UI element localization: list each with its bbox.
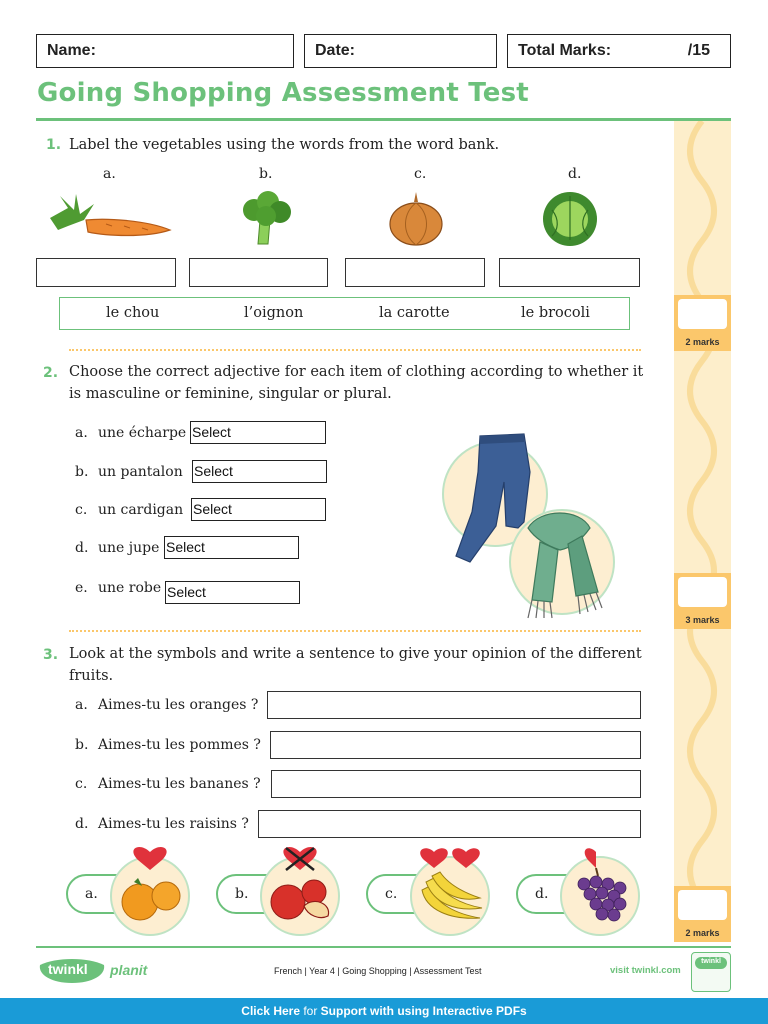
q2-text-line1: Choose the correct adjective for each item of clothing according to whether it (69, 364, 644, 380)
heart-icon (133, 847, 166, 870)
grapes-icon (562, 846, 638, 926)
planit-logo: planit (110, 962, 148, 978)
q2-letter-a: a. (75, 425, 88, 441)
q2-item-label-c: un cardigan (98, 502, 184, 518)
q2-select-d[interactable]: Select (164, 536, 299, 559)
q2-letter-e: e. (75, 580, 88, 596)
q2-letter-c: c. (75, 502, 88, 518)
q1-marks-box (674, 295, 731, 351)
q3-text-line1: Look at the symbols and write a sentence to give your opinion of the different (69, 646, 642, 662)
symbol-letter-b: b. (235, 886, 249, 902)
symbol-letter-c: c. (385, 886, 398, 902)
heart-icon (452, 848, 480, 868)
q3-question-a: Aimes-tu les oranges ? (98, 697, 259, 713)
q3-answer-d-input[interactable] (258, 810, 641, 838)
visit-twinkl-link[interactable]: visit twinkl.com (610, 965, 681, 976)
name-field[interactable] (36, 34, 294, 68)
q1-marks-label: 2 marks (685, 337, 720, 347)
section-divider (69, 349, 641, 351)
q2-text-line2: is masculine or feminine, singular or plural. (69, 386, 392, 402)
heart-icon (420, 848, 448, 868)
q3-answer-a-input[interactable] (267, 691, 641, 719)
date-label: Date: (315, 42, 356, 59)
twinkl-logo-text: twinkl (48, 961, 88, 977)
onion-icon (387, 190, 445, 248)
apples-icon (262, 846, 338, 926)
q2-select-c[interactable]: Select (191, 498, 326, 521)
q1-text: Label the vegetables using the words from the word bank. (69, 137, 500, 153)
q3-number: 3. (43, 647, 59, 663)
interactive-pdf-support-banner[interactable] (0, 998, 768, 1024)
q3-text-line2: fruits. (69, 668, 114, 684)
wave-decoration-icon (674, 121, 731, 942)
q3-marks-label: 2 marks (685, 928, 720, 938)
q2-item-label-d: une jupe (98, 540, 160, 556)
q2-marks-label: 3 marks (685, 615, 720, 625)
word-bank-item: l’oignon (244, 305, 304, 321)
q1-letter-d: d. (568, 166, 582, 182)
q3-letter-a: a. (75, 697, 88, 713)
badge-logo-text: twinkl (701, 958, 721, 965)
bananas-icon (410, 846, 490, 926)
total-marks-field[interactable] (507, 34, 731, 68)
q1-answer-d-input[interactable] (499, 258, 640, 287)
q1-answer-a-input[interactable] (36, 258, 176, 287)
support-click-text[interactable]: Click Here (241, 1004, 300, 1018)
word-bank (59, 297, 630, 330)
q3-marks-box (674, 886, 731, 942)
q3-question-b: Aimes-tu les pommes ? (98, 737, 261, 753)
date-field[interactable] (304, 34, 497, 68)
q3-score-input[interactable] (678, 890, 727, 920)
q2-marks-box (674, 573, 731, 629)
page-title: Going Shopping Assessment Test (37, 78, 529, 108)
broccoli-icon (238, 190, 294, 246)
q2-item-label-a: une écharpe (98, 425, 187, 441)
support-for-text: for (300, 1004, 321, 1018)
q2-item-label-b: un pantalon (98, 464, 183, 480)
support-link-text[interactable]: Support with using Interactive PDFs (320, 1004, 527, 1018)
q2-select-b[interactable]: Select (192, 460, 327, 483)
symbol-letter-d: d. (535, 886, 549, 902)
cabbage-icon (540, 190, 600, 248)
q3-letter-c: c. (75, 776, 88, 792)
carrot-icon (46, 190, 172, 242)
total-marks-value: /15 (687, 42, 710, 59)
q2-item-label-e: une robe (98, 580, 162, 596)
q3-question-c: Aimes-tu les bananes ? (98, 776, 261, 792)
q2-score-input[interactable] (678, 577, 727, 607)
q1-number: 1. (46, 137, 62, 153)
q1-score-input[interactable] (678, 299, 727, 329)
quality-badge (691, 952, 731, 992)
footer-document-info: French | Year 4 | Going Shopping | Assessment Test (274, 966, 482, 976)
footer-divider (36, 946, 731, 948)
total-marks-label: Total Marks: (518, 42, 612, 59)
q2-number: 2. (43, 365, 59, 381)
q1-letter-b: b. (259, 166, 273, 182)
half-heart-icon (585, 848, 596, 868)
section-divider (69, 630, 641, 632)
oranges-icon (112, 846, 188, 926)
q2-letter-b: b. (75, 464, 89, 480)
q1-letter-c: c. (414, 166, 427, 182)
q3-answer-c-input[interactable] (271, 770, 641, 798)
word-bank-item: le chou (106, 305, 160, 321)
q3-answer-b-input[interactable] (270, 731, 641, 759)
marks-strip (674, 121, 731, 942)
title-divider (36, 118, 731, 121)
clothing-illustration (440, 432, 622, 622)
word-bank-item: la carotte (379, 305, 450, 321)
word-bank-item: le brocoli (521, 305, 590, 321)
q2-select-e[interactable]: Select (165, 581, 300, 604)
q2-letter-d: d. (75, 540, 89, 556)
q3-letter-b: b. (75, 737, 89, 753)
q1-answer-b-input[interactable] (189, 258, 328, 287)
q1-answer-c-input[interactable] (345, 258, 485, 287)
q1-letter-a: a. (103, 166, 116, 182)
name-label: Name: (47, 42, 96, 59)
q2-select-a[interactable]: Select (190, 421, 326, 444)
q3-letter-d: d. (75, 816, 89, 832)
symbol-letter-a: a. (85, 886, 98, 902)
q3-question-d: Aimes-tu les raisins ? (98, 816, 249, 832)
